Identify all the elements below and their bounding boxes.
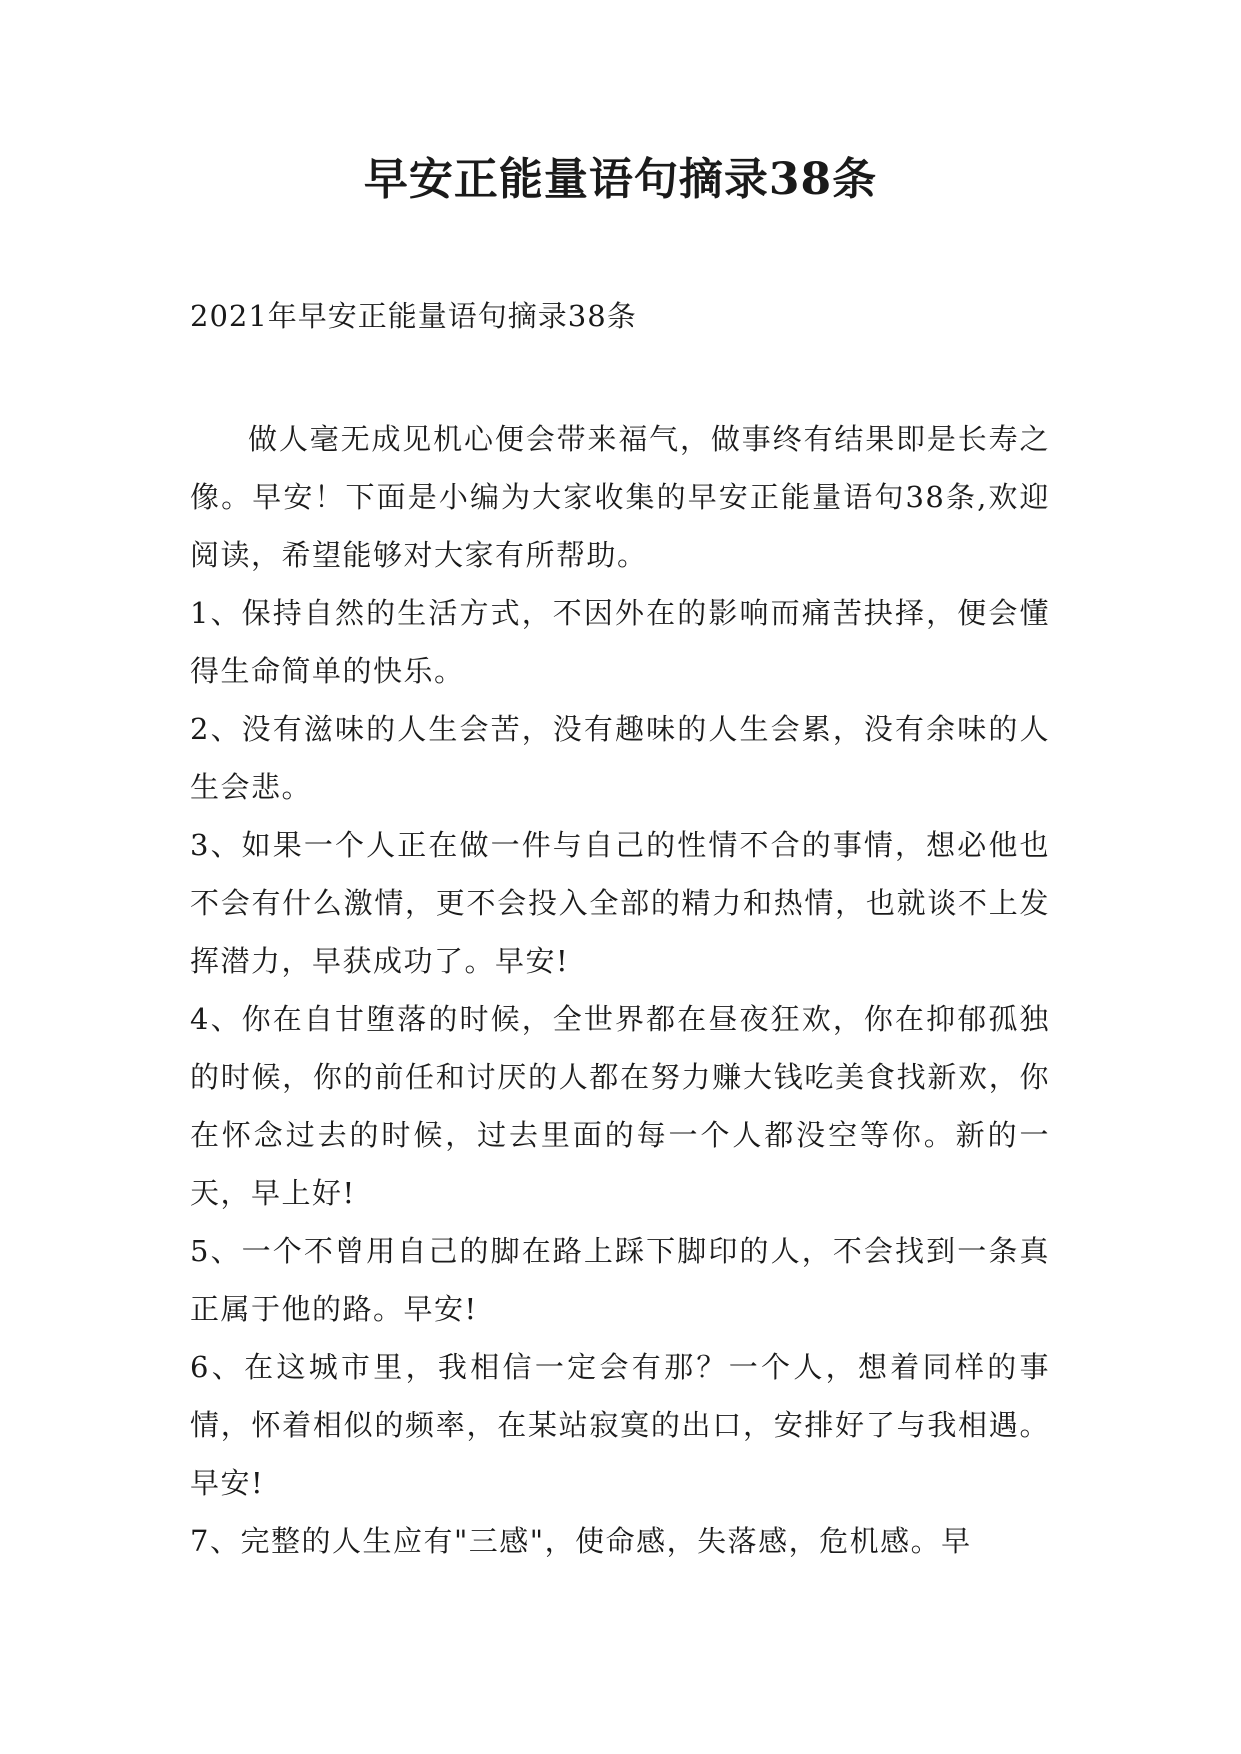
list-item: 3、如果一个人正在做一件与自己的性情不合的事情，想必他也不会有什么激情，更不会投入全部的精力和热情，也就谈不上发挥潜力，早获成功了。早安! bbox=[190, 828, 1050, 978]
intro-paragraph: 做人毫无成见机心便会带来福气，做事终有结果即是长寿之像。早安！下面是小编为大家收集的早安正能量语句38条,欢迎阅读，希望能够对大家有所帮助。 bbox=[190, 422, 1050, 572]
list-item: 1、保持自然的生活方式，不因外在的影响而痛苦抉择，便会懂得生命简单的快乐。 bbox=[190, 596, 1050, 688]
list-item: 4、你在自甘堕落的时候，全世界都在昼夜狂欢，你在抑郁孤独的时候，你的前任和讨厌的人都在努力赚大钱吃美食找新欢，你在怀念过去的时候，过去里面的每一个人都没空等你。新的一天，早上好! bbox=[190, 1002, 1050, 1210]
list-item: 2、没有滋味的人生会苦，没有趣味的人生会累，没有余味的人生会悲。 bbox=[190, 712, 1050, 804]
list-item: 7、完整的人生应有"三感"，使命感，失落感，危机感。早 bbox=[190, 1524, 972, 1558]
document-body bbox=[190, 410, 1050, 1570]
list-item: 5、一个不曾用自己的脚在路上踩下脚印的人，不会找到一条真正属于他的路。早安! bbox=[190, 1234, 1050, 1326]
list-item: 6、在这城市里，我相信一定会有那？一个人，想着同样的事情，怀着相似的频率，在某站寂寞的出口，安排好了与我相遇。早安! bbox=[190, 1350, 1050, 1500]
document-subtitle: 2021年早安正能量语句摘录38条 bbox=[190, 299, 637, 333]
document-title: 早安正能量语句摘录38条 bbox=[363, 154, 878, 205]
